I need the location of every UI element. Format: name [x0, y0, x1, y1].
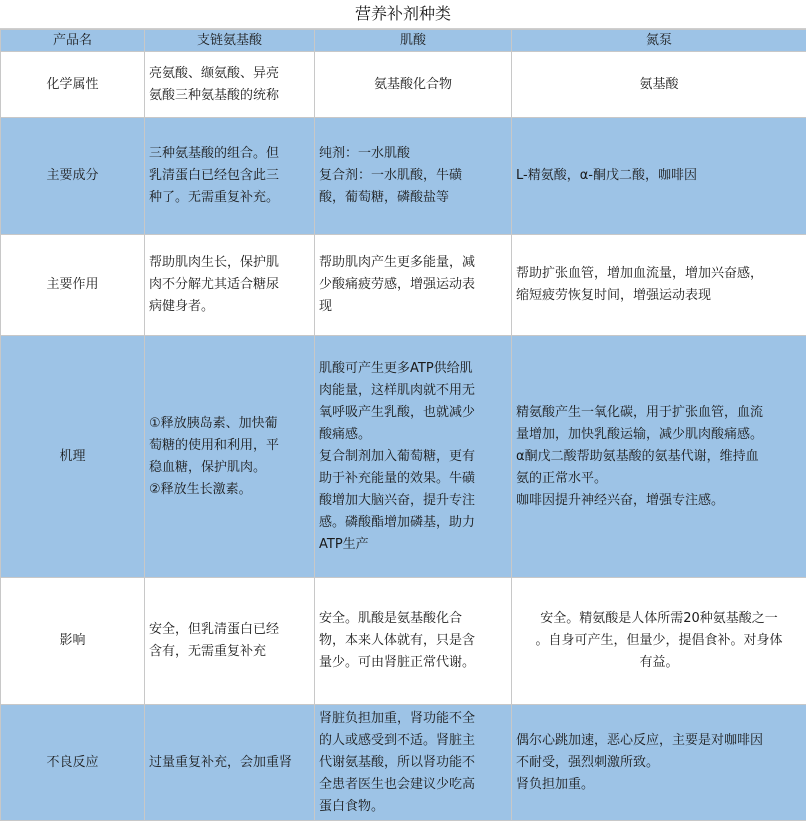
row-label: 机理 [1, 336, 145, 578]
page-title: 营养补剂种类 [0, 0, 806, 29]
header-product-name: 产品名 [1, 30, 145, 52]
no-pump-cell: L-精氨酸，α-酮戊二酸，咖啡因 [512, 118, 806, 235]
creatine-cell: 肌酸可产生更多ATP供给肌 肉能量，这样肌肉就不用无 氧呼吸产生乳酸，也就减少 酸痛感。 复合制剂加入葡萄糖，更有 助于补充能量的效果。牛磺 酸增加大脑兴奋，提升专注 感。磷酸酯增加磷基，助力 ATP生产 [315, 336, 512, 578]
table-row [1, 118, 806, 235]
no-pump-cell: 安全。精氨酸是人体所需20种氨基酸之一 。自身可产生，但量少，提倡食补。对身体 有益。 [512, 578, 806, 705]
creatine-cell: 氨基酸化合物 [315, 52, 512, 118]
supplement-comparison-table [0, 29, 806, 821]
row-label: 不良反应 [1, 705, 145, 821]
header-no-pump: 氮泵 [512, 30, 806, 52]
row-label: 化学属性 [1, 52, 145, 118]
header-creatine: 肌酸 [315, 30, 512, 52]
row-label: 主要作用 [1, 235, 145, 336]
creatine-cell: 安全。肌酸是氨基酸化合 物，本来人体就有，只是含 量少。可由肾脏正常代谢。 [315, 578, 512, 705]
no-pump-cell: 氨基酸 [512, 52, 806, 118]
header-bcaa: 支链氨基酸 [145, 30, 315, 52]
creatine-cell: 帮助肌肉产生更多能量，减 少酸痛疲劳感，增强运动表 现 [315, 235, 512, 336]
creatine-cell: 肾脏负担加重，肾功能不全 的人或感受到不适。肾脏主 代谢氨基酸，所以肾功能不 全患者医生也会建议少吃高 蛋白食物。 [315, 705, 512, 821]
row-label: 主要成分 [1, 118, 145, 235]
creatine-cell: 纯剂：一水肌酸 复合剂：一水肌酸，牛磺 酸，葡萄糖，磷酸盐等 [315, 118, 512, 235]
bcaa-cell: 安全，但乳清蛋白已经 含有，无需重复补充 [145, 578, 315, 705]
no-pump-cell: 精氨酸产生一氧化碳，用于扩张血管，血流 量增加，加快乳酸运输，减少肌肉酸痛感。 α酮戊二酸帮助氨基酸的氨基代谢，维持血 氨的正常水平。 咖啡因提升神经兴奋，增强专注感。 [512, 336, 806, 578]
table-row [1, 235, 806, 336]
table-row [1, 336, 806, 578]
bcaa-cell: ①释放胰岛素、加快葡 萄糖的使用和利用，平 稳血糖，保护肌肉。 ②释放生长激素。 [145, 336, 315, 578]
table-row [1, 52, 806, 118]
bcaa-cell: 过量重复补充，会加重肾 [145, 705, 315, 821]
header-row [1, 30, 806, 52]
table-row [1, 578, 806, 705]
table-row [1, 705, 806, 821]
no-pump-cell: 偶尔心跳加速，恶心反应，主要是对咖啡因 不耐受，强烈刺激所致。 肾负担加重。 [512, 705, 806, 821]
bcaa-cell: 三种氨基酸的组合。但 乳清蛋白已经包含此三 种了。无需重复补充。 [145, 118, 315, 235]
row-label: 影响 [1, 578, 145, 705]
no-pump-cell: 帮助扩张血管，增加血流量，增加兴奋感， 缩短疲劳恢复时间，增强运动表现 [512, 235, 806, 336]
bcaa-cell: 帮助肌肉生长，保护肌 肉不分解尤其适合糖尿 病健身者。 [145, 235, 315, 336]
bcaa-cell: 亮氨酸、缬氨酸、异亮 氨酸三种氨基酸的统称 [145, 52, 315, 118]
